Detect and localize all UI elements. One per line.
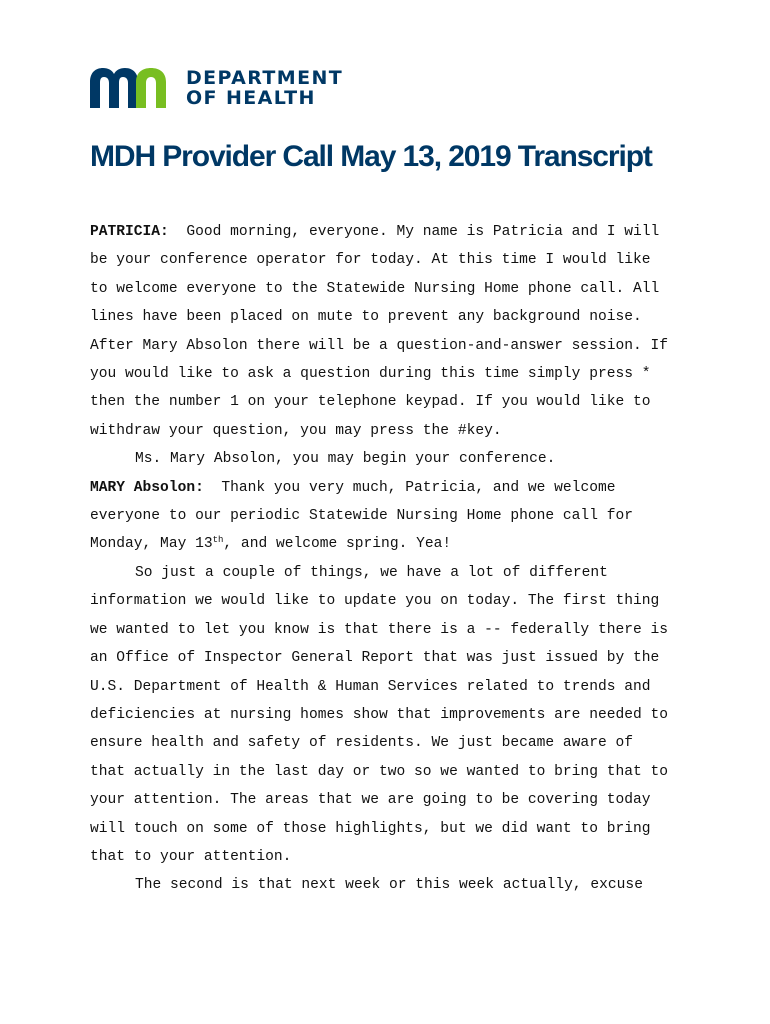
mn-logo-icon [90,68,176,108]
speaker-label: PATRICIA: [90,224,169,240]
paragraph-text: Good morning, everyone. My name is Patricia and I will be your conference operator for today. At this time I would like to welcome everyone to the Statewide Nursing Home phone call. All lines have been placed on mute to prevent any background noise. After Mary Absolon there will be a question-and-answer session. If you would like to ask a question during this time simply press * then the number 1 on your telephone keypad. If you would like to withdraw your question, you may press the #key. [90,224,669,439]
paragraph-text: Ms. Mary Absolon, you may begin your conference. [135,451,556,468]
transcript-body [90,218,676,900]
page-title: MDH Provider Call May 13, 2019 Transcript [90,140,652,173]
paragraph-second-item [90,871,676,899]
speaker-label: MARY Absolon: [90,479,204,496]
paragraph-mary-welcome [90,474,676,559]
paragraph-operator-handoff [90,445,676,473]
paragraph-patricia-intro [90,218,676,445]
logo-wordmark [186,68,343,108]
paragraph-oig-report [90,559,676,871]
paragraph-text: The second is that next week or this week actually, excuse [135,877,643,894]
logo-line-of-health: OF HEALTH [186,87,316,109]
ordinal-suffix: th [212,535,224,546]
paragraph-text: So just a couple of things, we have a lot of different information we would like to update you on today. The first thing we wanted to let you know is that there is a -- federally there is an Office of Inspector General Report that was just issued by the U.S. Department of Health & Human Services related to trends and deficiencies at nursing homes show that improvements are needed to ensure health and safety of residents. We just became aware of that actually in the last day or two so we wanted to bring that to your attention. The areas that we are going to be covering today will touch on some of those highlights, but we did want to bring that to your attention. [90,564,669,865]
mdh-logo [90,68,343,108]
logo-line-department: DEPARTMENT [186,67,344,89]
paragraph-text: Thank you very much, Patricia, and we welcome everyone to our periodic Statewide Nursing Home phone call for Monday, May 13 [90,479,633,553]
paragraph-text-end: , and welcome spring. Yea! [223,536,452,553]
